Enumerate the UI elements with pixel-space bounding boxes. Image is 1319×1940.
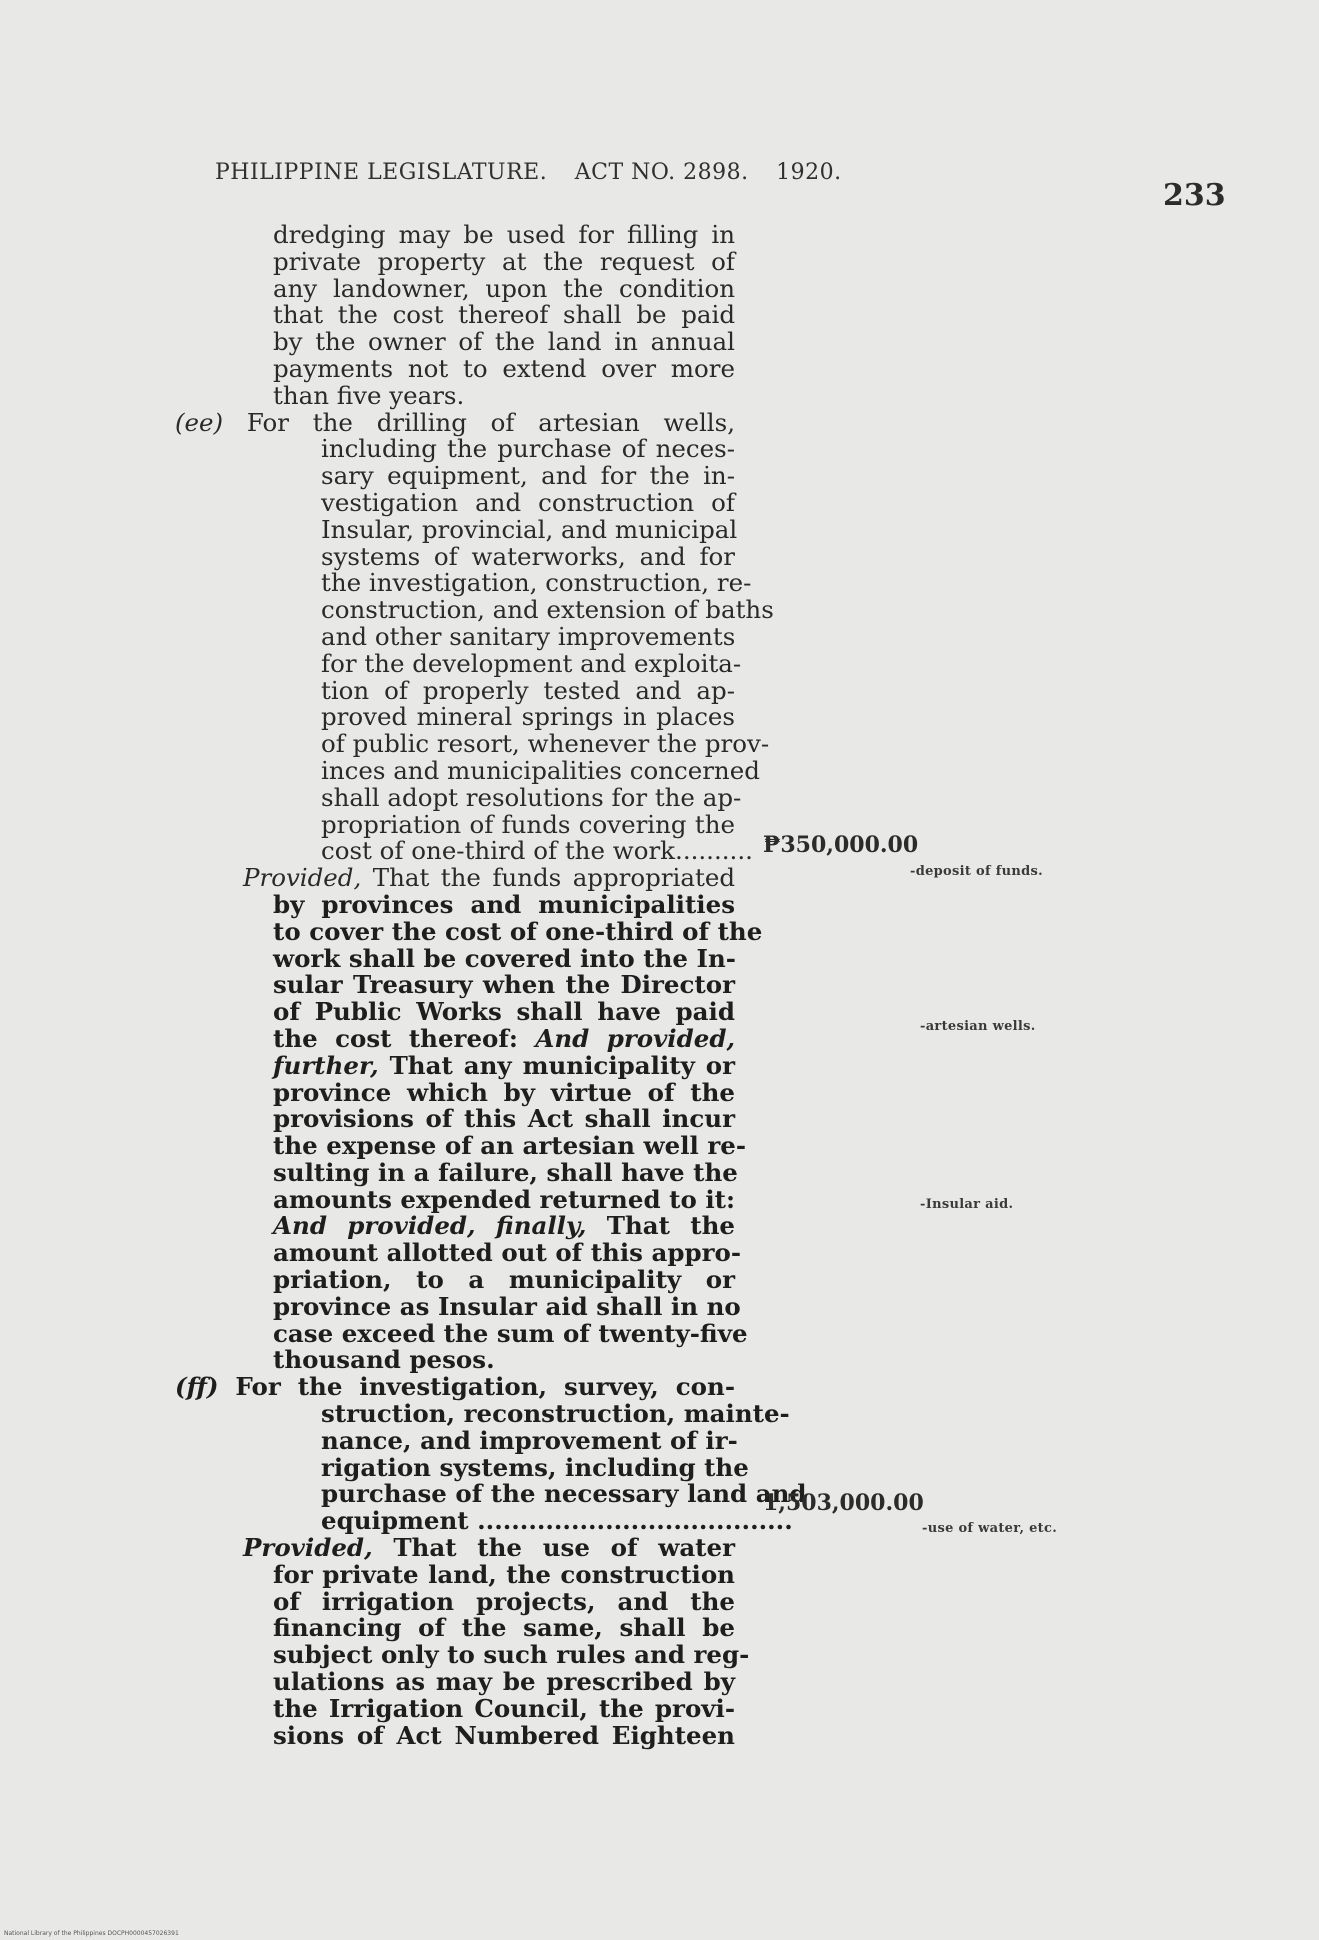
text-line: construction, and extension of baths xyxy=(321,595,774,625)
text-line: (ff) For the investigation, survey, con- xyxy=(175,1372,735,1402)
text-line: Provided, That the use of water xyxy=(243,1533,735,1563)
text-line: than five years. xyxy=(273,380,465,410)
text-line: that the cost thereof shall be paid xyxy=(273,300,735,330)
text-line: priation, to a municipality or xyxy=(273,1265,735,1295)
text-line: sary equipment, and for the in- xyxy=(321,461,735,491)
running-header xyxy=(215,160,862,185)
text-line: of irrigation projects, and the xyxy=(273,1586,735,1616)
text-line: the Irrigation Council, the provi- xyxy=(273,1693,735,1723)
text-line: rigation systems, including the xyxy=(321,1452,749,1482)
text-line: to cover the cost of one-third of the xyxy=(273,916,763,946)
text-line: the expense of an artesian well re- xyxy=(273,1131,747,1161)
text-line: cost of one-third of the work.......... xyxy=(321,836,753,866)
text-line: sulting in a failure, shall have the xyxy=(273,1157,738,1187)
page-number: 233 xyxy=(1163,178,1226,213)
text-line: equipment ..................................... xyxy=(321,1506,793,1536)
margin-note-artesian: -artesian wells. xyxy=(920,1019,1036,1034)
text-line: subject only to such rules and reg- xyxy=(273,1640,750,1670)
margin-note-deposit: -deposit of funds. xyxy=(910,864,1043,879)
text-line: of Public Works shall have paid xyxy=(273,997,735,1027)
margin-note-water: -use of water, etc. xyxy=(922,1521,1058,1536)
header-act: ACT NO. 2898. xyxy=(574,160,749,185)
text-line: nance, and improvement of ir- xyxy=(321,1425,738,1455)
text-line: private property at the request of xyxy=(273,246,735,276)
header-year: 1920. xyxy=(776,160,842,185)
text-line: Provided, That the funds appropriated xyxy=(243,863,735,893)
margin-note-insular: -Insular aid. xyxy=(920,1197,1014,1212)
text-line: provisions of this Act shall incur xyxy=(273,1104,735,1134)
text-line: province as Insular aid shall in no xyxy=(273,1291,741,1321)
text-line: vestigation and construction of xyxy=(321,487,735,517)
text-line: any landowner, upon the condition xyxy=(273,273,735,303)
text-line: case exceed the sum of twenty-five xyxy=(273,1318,748,1348)
text-line: work shall be covered into the In- xyxy=(273,943,736,973)
text-line: the investigation, construction, re- xyxy=(321,568,752,598)
text-line: systems of waterworks, and for xyxy=(321,541,735,571)
text-line: purchase of the necessary land and xyxy=(321,1479,807,1509)
text-line: payments not to extend over more xyxy=(273,353,735,383)
text-line: province which by virtue of the xyxy=(273,1077,735,1107)
text-line: proved mineral springs in places xyxy=(321,702,735,732)
text-line: for private land, the construction xyxy=(273,1559,735,1589)
text-line: amounts expended returned to it: xyxy=(273,1184,735,1214)
scan-footer: National Library of the Philippines DOCPH0000457026391 xyxy=(4,1930,179,1937)
text-line: Insular, provincial, and municipal xyxy=(321,514,738,544)
text-line: sular Treasury when the Director xyxy=(273,970,735,1000)
text-line: (ee) For the drilling of artesian wells, xyxy=(175,407,735,437)
text-line: for the development and exploita- xyxy=(321,648,742,678)
text-line: propriation of funds covering the xyxy=(321,809,735,839)
text-line: the cost thereof: And provided, xyxy=(273,1023,735,1053)
text-line: thousand pesos. xyxy=(273,1345,495,1375)
text-line: financing of the same, shall be xyxy=(273,1613,735,1643)
text-line: and other sanitary improvements xyxy=(321,621,736,651)
text-line: dredging may be used for filling in xyxy=(273,220,735,249)
amount-irrigation: 1,503,000.00 xyxy=(763,1490,924,1516)
text-line: by the owner of the land in annual xyxy=(273,327,735,357)
text-line: by provinces and municipalities xyxy=(273,889,735,919)
body-text-column xyxy=(175,220,807,1750)
amount-artesian: ₱350,000.00 xyxy=(763,832,919,858)
text-line: amount allotted out of this appro- xyxy=(273,1238,742,1268)
text-line: And provided, finally, That the xyxy=(273,1211,735,1241)
text-line: of public resort, whenever the prov- xyxy=(321,729,770,759)
text-line: including the purchase of neces- xyxy=(321,434,735,464)
text-line: inces and municipalities concerned xyxy=(321,755,760,785)
text-line: ulations as may be prescribed by xyxy=(273,1667,735,1697)
text-line: tion of properly tested and ap- xyxy=(321,675,735,705)
text-line: struction, reconstruction, mainte- xyxy=(321,1399,790,1429)
text-line: sions of Act Numbered Eighteen xyxy=(273,1720,735,1750)
text-line: further, That any municipality or xyxy=(273,1050,735,1080)
text-line: shall adopt resolutions for the ap- xyxy=(321,782,742,812)
header-legislature: PHILIPPINE LEGISLATURE. xyxy=(215,160,548,185)
